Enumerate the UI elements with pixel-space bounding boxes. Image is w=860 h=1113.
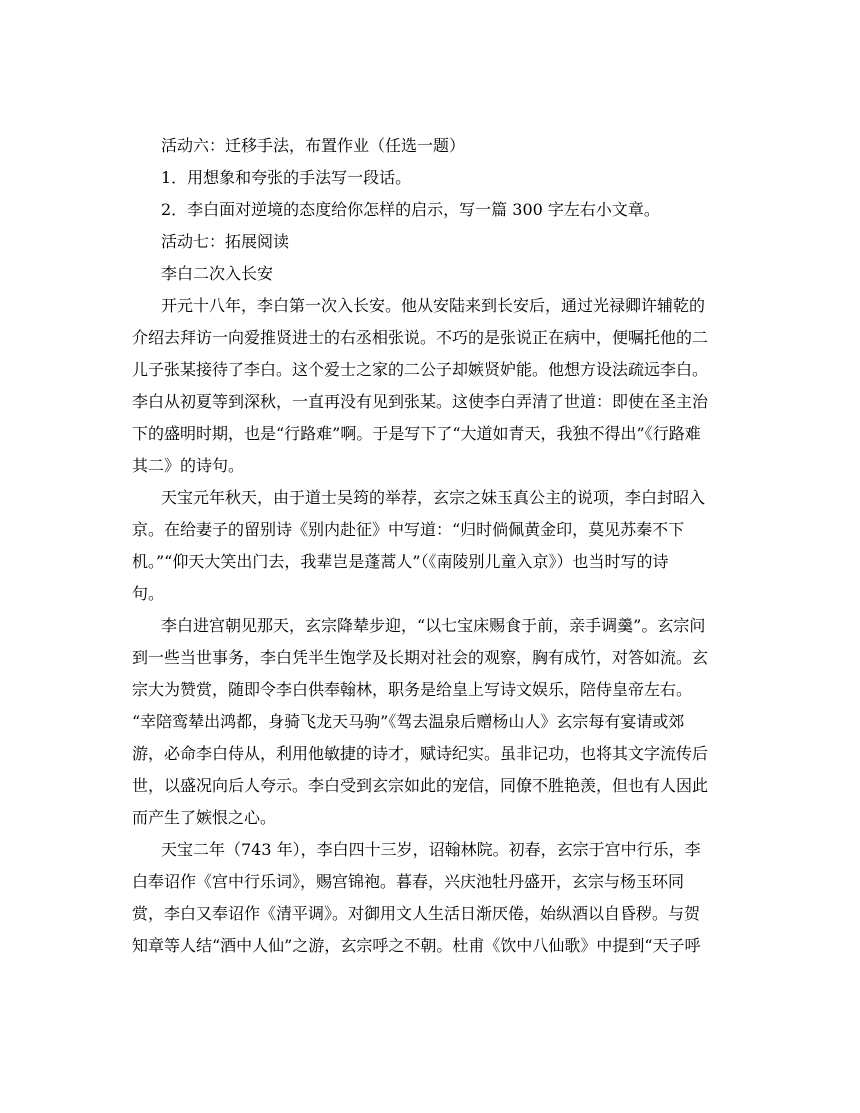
- text-line: 下的盛明时期，也是“行路难”啊。于是写下了“大道如青天，我独不得出”《行路难: [132, 424, 701, 443]
- paragraph-3: [132, 610, 728, 834]
- assignment-item-1: 1．用想象和夸张的手法写一段话。: [161, 168, 412, 187]
- assignment-item-2: 2．李白面对逆境的态度给你怎样的启示，写一篇 300 字左右小文章。: [161, 200, 660, 219]
- paragraph-1: [132, 290, 728, 482]
- text-line: 京。在给妻子的留别诗《别内赴征》中写道：“归时倘佩黄金印，莫见苏秦不下: [132, 520, 685, 539]
- text-line: 天宝二年（743 年），李白四十三岁，诏翰林院。初春，玄宗于宫中行乐，李: [161, 840, 701, 859]
- text-line: 知章等人结“酒中人仙”之游，玄宗呼之不朝。杜甫《饮中八仙歌》中提到“天子呼: [132, 936, 701, 955]
- text-line: 机。”“仰天大笑出门去，我辈岂是蓬蒿人”（《南陵别儿童入京》）也当时写的诗: [132, 552, 669, 571]
- text-line: 天宝元年秋天，由于道士吴筠的举荐，玄宗之妹玉真公主的说项，李白封昭入: [161, 488, 706, 507]
- text-line: 白奉诏作《宫中行乐词》，赐宫锦袍。暮春，兴庆池牡丹盛开，玄宗与杨玉环同: [132, 872, 685, 891]
- text-line: 宗大为赞赏，随即令李白供奉翰林，职务是给皇上写诗文娱乐，陪侍皇帝左右。: [132, 680, 693, 699]
- document-body: [132, 130, 728, 962]
- text-line: 介绍去拜访一向爱推贤进士的右丞相张说。不巧的是张说正在病中，便嘱托他的二: [132, 328, 709, 347]
- text-line: 而产生了嫉恨之心。: [132, 808, 277, 827]
- activity7-heading: 活动七：拓展阅读: [161, 232, 290, 251]
- text-line: 到一些当世事务，李白凭半生饱学及长期对社会的观察，胸有成竹，对答如流。玄: [132, 648, 709, 667]
- text-line: “幸陪鸾辇出鸿都，身骑飞龙天马驹”《驾去温泉后赠杨山人》玄宗每有宴请或郊: [132, 712, 685, 731]
- activity6-heading: 活动六：迁移手法，布置作业（任选一题）: [161, 136, 466, 155]
- text-line: 赏，李白又奉诏作《清平调》。对御用文人生活日渐厌倦，始纵酒以自昏秽。与贺: [132, 904, 701, 923]
- text-line: 李白进宫朝见那天，玄宗降辇步迎，“以七宝床赐食于前，亲手调羹”。玄宗问: [161, 616, 706, 635]
- text-line: 其二》的诗句。: [132, 456, 245, 475]
- reading-title: 李白二次入长安: [161, 264, 274, 283]
- paragraph-4: [132, 834, 728, 962]
- text-line: 儿子张某接待了李白。这个爱士之家的二公子却嫉贤妒能。他想方设法疏远李白。: [132, 360, 709, 379]
- text-line: 游，必命李白侍从，利用他敏捷的诗才，赋诗纪实。虽非记功，也将其文字流传后: [132, 744, 709, 763]
- text-line: 句。: [132, 584, 165, 603]
- text-line: 李白从初夏等到深秋，一直再没有见到张某。这使李白弄清了世道：即使在圣主治: [132, 392, 709, 411]
- text-line: 开元十八年，李白第一次入长安。他从安陆来到长安后，通过光禄卿许辅乾的: [161, 296, 706, 315]
- text-line: 世，以盛况向后人夸示。李白受到玄宗如此的宠信，同僚不胜艳羡，但也有人因此: [132, 776, 709, 795]
- paragraph-2: [132, 482, 728, 610]
